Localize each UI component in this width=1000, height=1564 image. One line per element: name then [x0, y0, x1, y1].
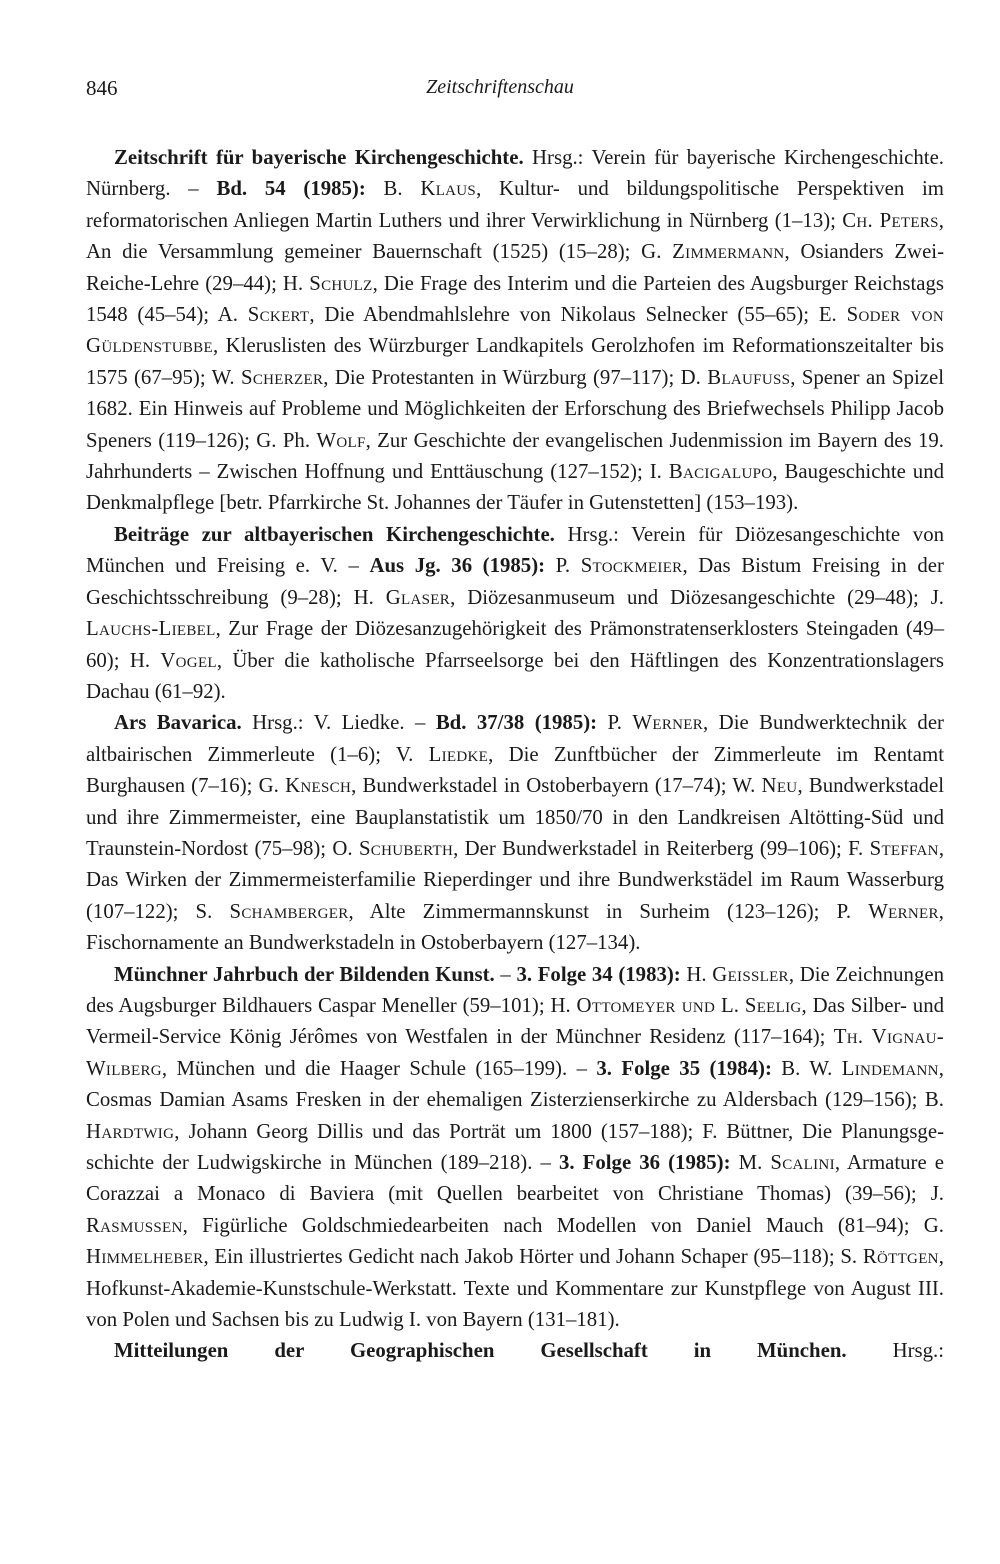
entry-text: , Johann Georg Dillis und das Porträt um 1800 (157–188); F. Büttner, Die Planungsgeschichte der Ludwigskirche in München (189–218). –	[86, 1119, 944, 1174]
author-name: Geissler	[712, 962, 789, 986]
entry-text: Hrsg.: Verein für Diözesangeschichte von München und Freising e. V. –	[86, 522, 944, 578]
running-title: Zeitschriftenschau	[426, 76, 574, 98]
author-name: Schamberger	[229, 899, 349, 923]
entry-text: , Hofkunst-Akademie-Kunstschule-Werkstatt. Texte und Kommentare zur Kunstpflege von August III. von Polen und Sachsen bis zu Ludwig I. von Bayern (131–181).	[86, 1245, 944, 1332]
entry-text: , Das Silber- und Vermeil-Service König Jérômes von Westfalen in der Münchner Residenz (117–164);	[86, 993, 945, 1049]
entry-text: B.	[365, 177, 421, 201]
entry-text: , Die Abendmahlslehre von Nikolaus Selnecker (55–65); E.	[309, 303, 847, 327]
volume-label: 3. Folge 35 (1984):	[596, 1056, 772, 1080]
entry-text: , Fischornamente an Bundwerkstadeln in Ostoberbayern (127–134).	[86, 899, 944, 955]
entry-text: , Der Bundwerkstadel in Reiterberg (99–106); F.	[453, 836, 870, 860]
entry-text: , Kultur- und bildungspolitische Perspektiven im reformatorischen Anliegen Martin Luthers und ihrer Verwirklichung in Nürnberg (1–13);	[86, 177, 944, 232]
entry-text: , Cosmas Damian Asams Fresken in der ehemaligen Zisterzienserkirche zu Aldersbach (129–156); B.	[86, 1056, 944, 1112]
author-name: Vogel	[160, 648, 217, 672]
journal-entry	[86, 959, 944, 1336]
author-name: Zimmermann	[672, 240, 785, 264]
author-name: Knesch	[285, 774, 352, 798]
entry-text: , Das Wirken der Zimmermeisterfamilie Rieperdinger und ihre Bundwerkstädel im Raum Wasserburg (107–122); S.	[86, 836, 945, 923]
journal-entry	[86, 142, 944, 519]
entry-text: , Figürliche Goldschmiedearbeiten nach Modellen von Daniel Mauch (81–94); G.	[182, 1213, 944, 1237]
volume-label: Bd. 54 (1985):	[216, 177, 366, 201]
author-name: Steffan	[869, 836, 939, 860]
entry-text: , Die Frage des Interim und die Parteien des Augsburger Reichstags 1548 (45–54); A.	[86, 271, 945, 327]
author-name: Glaser	[385, 585, 451, 609]
entry-text: , Spener an Spizel 1682. Ein Hinweis auf Probleme und Möglichkeiten der Erforschung des Briefwechsels Philipp Jacob Speners (119–126); G. Ph.	[86, 365, 944, 452]
entry-body	[847, 1339, 944, 1362]
author-name: Soder von Güldenstubbe	[86, 303, 944, 358]
author-name: Th. Vignau-Wilberg	[86, 1025, 944, 1080]
journal-title: Münchner Jahrbuch der Bildenden Kunst.	[114, 962, 495, 986]
entry-text: , Zur Frage der Diözesanzugehörigkeit des Prämonstratenserklosters Steingaden (49–60); H.	[86, 617, 944, 672]
author-name: Ch. Peters	[842, 208, 939, 232]
entry-text: , Bundwerkstadel und ihre Zimmermeister, eine Bauplanstatistik um 1850/70 in den Landkreisen Altötting-Süd und Traunstein-Nordost (75–98); O.	[86, 774, 945, 860]
entry-text: , Bundwerkstadel in Ostoberbayern (17–74); W.	[351, 774, 762, 798]
volume-label: 3. Folge 36 (1985):	[558, 1151, 731, 1174]
entry-text: Hrsg.: V. Liedke. –	[241, 711, 436, 735]
entry-text: P.	[597, 711, 633, 735]
running-head	[86, 76, 914, 106]
entry-text: L.	[715, 993, 745, 1017]
author-name: Hardtwig	[86, 1119, 175, 1143]
journal-title: Ars Bavarica.	[114, 711, 242, 735]
entry-text: –	[494, 962, 517, 986]
author-name: Stockmeier	[580, 554, 683, 578]
author-name: Lauchs-Liebel	[86, 617, 216, 641]
entry-text: P.	[545, 554, 581, 578]
author-name: Bacigalupo	[668, 460, 773, 484]
entry-text: B. W.	[771, 1056, 842, 1080]
entry-text: , Die Zeichnungen des Augsburger Bildhauers Caspar Meneller (59–101); H.	[86, 962, 944, 1017]
author-name: Liedke	[428, 742, 489, 766]
author-name: Werner	[632, 711, 704, 735]
author-name: Wolf	[316, 428, 366, 452]
author-name: Himmelheber	[86, 1245, 204, 1269]
author-name: Seelig	[744, 993, 802, 1017]
entry-text: , Osianders Zwei-Reiche-Lehre (29–44); H.	[86, 240, 945, 295]
entry-text: , Das Bistum Freising in der Geschichtsschreibung (9–28); H.	[86, 554, 944, 609]
journal-entry	[86, 519, 944, 707]
volume-label: Aus Jg. 36 (1985):	[369, 554, 546, 578]
author-name: Klaus	[420, 177, 477, 201]
entry-body	[86, 711, 944, 954]
entry-text: , Die Zunftbücher der Zimmerleute im Rentamt Burghausen (7–16); G.	[86, 742, 944, 798]
entry-text: H.	[680, 962, 713, 986]
author-name: Sckert	[247, 303, 310, 327]
author-name: Neu	[761, 774, 798, 798]
entry-text: , Armature e Corazzai a Monaco di Baviera (mit Quellen bearbeitet von Christiane Thomas) (39–56); J.	[86, 1151, 945, 1206]
journal-title: Mitteilungen der Geographischen Gesellschaft in München.	[114, 1339, 847, 1363]
entry-text: , Diözesanmuseum und Diözesangeschichte (29–48); J.	[450, 585, 944, 609]
entry-text: M.	[730, 1151, 771, 1174]
volume-label: Bd. 37/38 (1985):	[435, 711, 598, 735]
entry-text: , Ein illustriertes Gedicht nach Jakob Hörter und Johann Schaper (95–118); S.	[203, 1245, 863, 1269]
entry-body	[86, 963, 944, 1331]
entry-body	[86, 146, 944, 514]
entry-text: Hrsg.: Verein für bayerische Kirchengeschichte. Nürnberg. –	[86, 146, 944, 201]
author-name: Lindemann	[841, 1056, 939, 1080]
author-name: Rasmussen	[86, 1213, 183, 1237]
entry-text: , München und die Haager Schule (165–199). –	[161, 1056, 597, 1080]
journal-entry	[86, 1335, 944, 1366]
entry-text: Hrsg.:	[846, 1339, 944, 1363]
entry-text: , An die Versammlung gemeiner Bauernschaft (1525) (15–28); G.	[86, 208, 944, 264]
volume-label: 3. Folge 34 (1983):	[516, 962, 681, 986]
author-name: Scherzer	[240, 365, 324, 389]
page-number: 846	[86, 76, 118, 100]
entry-text: , Zur Geschichte der evangelischen Judenmission im Bayern des 19. Jahrhunderts – Zwischen Hoffnung und Enttäuschung (127–152); I.	[86, 428, 944, 484]
author-name: Ottomeyer und	[576, 993, 716, 1017]
author-name: Röttgen	[862, 1245, 939, 1269]
entry-text: , Über die katholische Pfarrseelsorge bei den Häftlingen des Konzentrationslagers Dachau (61–92).	[86, 648, 944, 703]
author-name: Blaufuss	[707, 365, 791, 389]
journal-title: Beiträge zur altbayerischen Kirchengeschichte.	[114, 522, 555, 546]
article-listing	[86, 142, 944, 1367]
entry-text: , Die Bundwerktechnik der altbairischen Zimmerleute (1–6); V.	[86, 711, 944, 766]
entry-text: , Baugeschichte und Denkmalpflege [betr. Pfarrkirche St. Johannes der Täufer in Gutenstetten] (153–193).	[86, 460, 945, 515]
author-name: Schulz	[309, 271, 373, 295]
entry-text: , Kleruslisten des Würzburger Landkapitels Gerolzhofen im Reformationszeitalter bis 1575 (67–95); W.	[86, 334, 944, 389]
entry-text: , Alte Zimmermannskunst in Surheim (123–126); P.	[348, 899, 869, 923]
entry-body	[86, 523, 944, 703]
entry-text: , Die Protestanten in Würzburg (97–117); D.	[323, 365, 708, 389]
author-name: Werner	[868, 899, 939, 923]
journal-entry	[86, 707, 944, 958]
author-name: Scalini	[770, 1151, 835, 1174]
journal-title: Zeitschrift für bayerische Kirchengeschichte.	[114, 146, 524, 169]
author-name: Schuberth	[358, 836, 454, 860]
